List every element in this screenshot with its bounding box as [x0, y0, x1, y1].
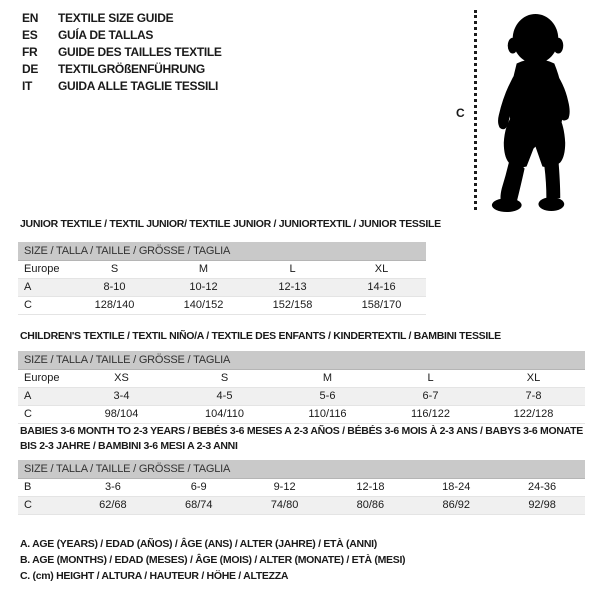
row-label: B — [24, 481, 32, 493]
size-cell: 9-12 — [273, 481, 296, 493]
table-header: SIZE / TALLA / TAILLE / GRÖSSE / TAGLIA — [18, 242, 426, 261]
size-cell: XL — [374, 263, 389, 275]
table-body — [18, 479, 585, 515]
size-cell: 122/128 — [513, 408, 554, 420]
row-label: Europe — [24, 263, 60, 275]
size-cell: S — [220, 372, 229, 384]
row-label: A — [24, 390, 32, 402]
size-table-junior — [18, 242, 426, 315]
table-title-junior: JUNIOR TEXTILE / TEXTIL JUNIOR/ TEXTILE JUNIOR / JUNIORTEXTIL / JUNIOR TESSILE — [20, 218, 441, 230]
language-row — [22, 27, 222, 44]
size-cell: 3-4 — [113, 390, 130, 402]
size-cell: 14-16 — [367, 281, 396, 293]
table-body — [18, 370, 585, 424]
language-code: ES — [22, 28, 38, 42]
height-label: C — [456, 106, 465, 120]
baby-silhouette-icon — [486, 8, 582, 216]
size-cell: 98/104 — [104, 408, 139, 420]
language-title: GUIDA ALLE TAGLIE TESSILI — [58, 79, 219, 93]
language-row — [22, 10, 222, 27]
language-title: TEXTILGRÖßENFÜHRUNG — [58, 62, 205, 76]
row-label: C — [24, 499, 32, 511]
size-cell: 12-13 — [278, 281, 307, 293]
language-title: GUIDE DES TAILLES TEXTILE — [58, 45, 222, 59]
size-cell: 110/116 — [308, 408, 347, 420]
table-row — [18, 388, 585, 406]
row-label: C — [24, 408, 32, 420]
size-cell: 152/158 — [272, 299, 313, 311]
footnote: B. AGE (MONTHS) / EDAD (MESES) / ÂGE (MOIS) / ALTER (MONATE) / ETÀ (MESI) — [20, 554, 406, 566]
size-table-children — [18, 351, 585, 424]
table-row — [18, 261, 426, 279]
size-cell: 80/86 — [356, 499, 385, 511]
language-title: GUÍA DE TALLAS — [58, 28, 154, 42]
size-cell: 4-5 — [216, 390, 233, 402]
language-code: IT — [22, 79, 33, 93]
size-cell: 140/152 — [183, 299, 224, 311]
size-cell: 104/110 — [205, 408, 244, 420]
baby-figure-area — [450, 6, 590, 216]
size-cell: 62/68 — [99, 499, 127, 511]
size-cell: M — [322, 372, 333, 384]
language-row — [22, 61, 222, 78]
table-title-children: CHILDREN'S TEXTILE / TEXTIL NIÑO/A / TEXTILE DES ENFANTS / KINDERTEXTIL / BAMBINI TESSILE — [20, 330, 501, 342]
size-cell: 10-12 — [189, 281, 218, 293]
footnote: A. AGE (YEARS) / EDAD (AÑOS) / ÂGE (ANS) / ALTER (JAHRE) / ETÀ (ANNI) — [20, 538, 377, 550]
language-list — [22, 10, 222, 95]
size-cell: 18-24 — [442, 481, 471, 493]
size-cell: 3-6 — [104, 481, 121, 493]
size-cell: 86/92 — [442, 499, 470, 511]
size-cell: 128/140 — [94, 299, 135, 311]
size-cell: XS — [114, 372, 129, 384]
language-code: DE — [22, 62, 39, 76]
language-code: FR — [22, 45, 38, 59]
table-title-babies: BABIES 3-6 MONTH TO 2-3 YEARS / BEBÉS 3-6 MESES A 2-3 AÑOS / BÉBÉS 3-6 MOIS À 2-3 ANS / BABYS 3-6 MONATE BIS 2-3 JAHRE / BAMBINI 3-6 MESI A 2-3 ANNI — [20, 425, 583, 452]
table-row — [18, 479, 585, 497]
footnotes — [20, 536, 405, 584]
table-row — [18, 497, 585, 515]
table-row — [18, 370, 585, 388]
size-cell: XL — [526, 372, 541, 384]
size-cell: 7-8 — [525, 390, 542, 402]
size-cell: M — [198, 263, 209, 275]
height-measure-line — [474, 10, 477, 210]
size-cell: 24-36 — [528, 481, 557, 493]
language-row — [22, 44, 222, 61]
size-cell: 116/122 — [411, 408, 450, 420]
language-code: EN — [22, 11, 39, 25]
size-cell: S — [110, 263, 119, 275]
size-cell: 6-9 — [190, 481, 207, 493]
row-label: Europe — [24, 372, 60, 384]
language-row — [22, 78, 222, 95]
size-cell: 92/98 — [528, 499, 556, 511]
size-cell: 12-18 — [356, 481, 385, 493]
table-body — [18, 261, 426, 315]
table-header: SIZE / TALLA / TAILLE / GRÖSSE / TAGLIA — [18, 460, 585, 479]
row-label: C — [24, 299, 32, 311]
table-row — [18, 406, 585, 424]
size-cell: 74/80 — [270, 499, 299, 511]
size-cell: 5-6 — [319, 390, 336, 402]
size-cell: 68/74 — [184, 499, 213, 511]
size-cell: 8-10 — [103, 281, 126, 293]
table-row — [18, 279, 426, 297]
table-row — [18, 297, 426, 315]
size-cell: 158/170 — [361, 299, 402, 311]
row-label: A — [24, 281, 32, 293]
size-cell: L — [289, 263, 296, 275]
table-header: SIZE / TALLA / TAILLE / GRÖSSE / TAGLIA — [18, 351, 585, 370]
size-cell: 6-7 — [422, 390, 439, 402]
language-title: TEXTILE SIZE GUIDE — [58, 11, 174, 25]
footnote: C. (cm) HEIGHT / ALTURA / HAUTEUR / HÖHE / ALTEZZA — [20, 570, 289, 582]
size-table-babies — [18, 460, 585, 515]
size-cell: L — [427, 372, 434, 384]
